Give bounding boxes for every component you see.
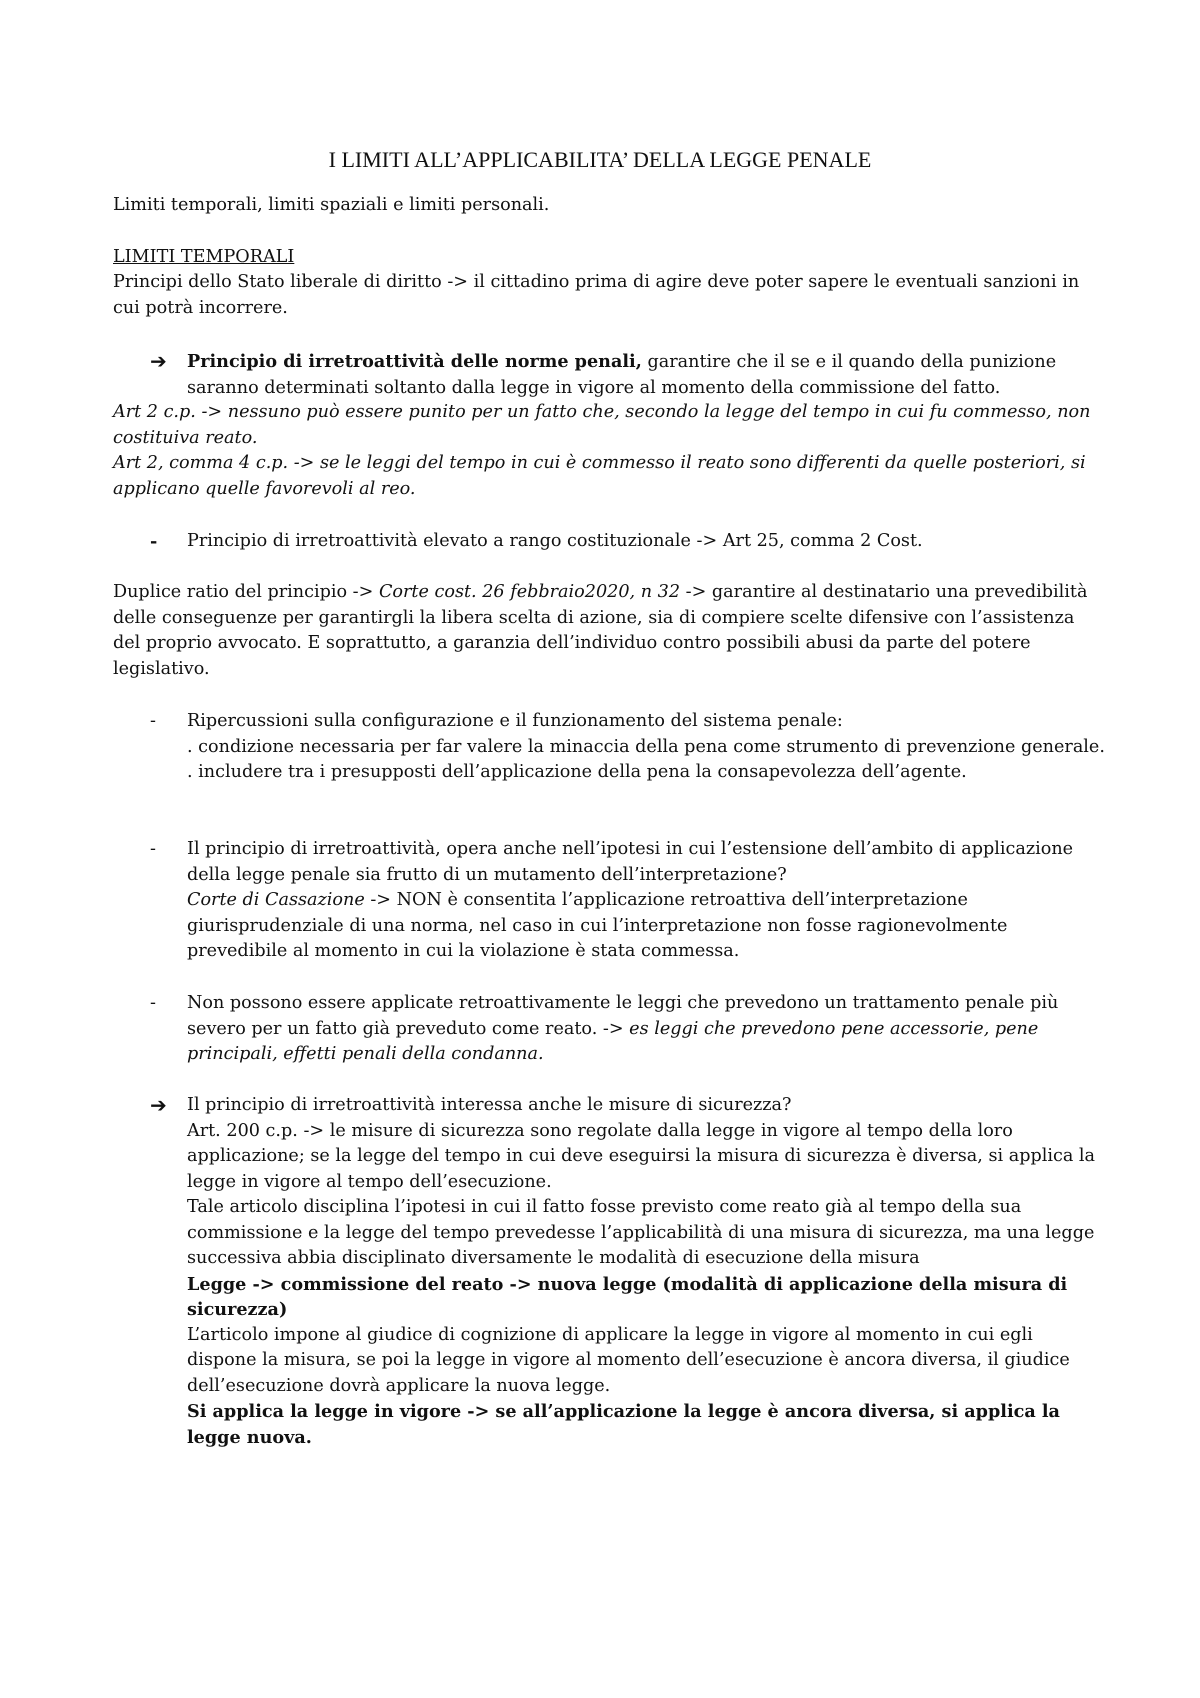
non-retroattive-examples: es leggi che prevedono pene accessorie, pene principali, effetti penali della condanna. xyxy=(187,1018,1039,1064)
paragraph-duplice-ratio xyxy=(113,580,1103,682)
legge-label: Legge -> xyxy=(187,1273,281,1295)
item-mutamento-interpretazione xyxy=(187,837,1107,965)
page-title: I LIMITI ALL’APPLICABILITA’ DELLA LEGGE PENALE xyxy=(328,147,872,172)
art2-comma4-text: Art 2, comma 4 c.p. -> se le leggi del tempo in cui è commesso il reato sono differenti da quelle posteriori, si applicano quelle favorevoli al reo. xyxy=(113,453,1086,499)
intro-text: Limiti temporali, limiti spaziali e limiti personali. xyxy=(113,195,550,215)
duplice-text-c: -> garantire al destinatario una prevedibilità delle conseguenze per garantirgli la libera scelta di azione, sia di compiere scelte difensive con l’assistenza del proprio avvocato. E soprattutto, a garanzia dell’individuo contro possibili abusi da parte del potere legislativo. xyxy=(113,582,1088,679)
item-irretroattivita-text: garantire che il se e il quando della punizione saranno determinati soltanto dalla legge in vigore al momento della commissione del fatto. xyxy=(187,352,1057,398)
duplice-text-a: Duplice ratio del principio -> xyxy=(113,582,379,602)
si-applica-text: Si applica la legge in vigore -> se all’applicazione la legge è ancora diversa, si applica la legge nuova. xyxy=(187,1401,1060,1448)
ripercussioni-line2: . condizione necessaria per far valere la minaccia della pena come strumento di prevenzione generale. xyxy=(187,736,1105,757)
item-irretroattivita xyxy=(187,349,1107,401)
cassazione-text xyxy=(187,888,1107,965)
legge-flow-text xyxy=(187,1272,1107,1323)
arrow-bullet-icon: ➔ xyxy=(150,1093,167,1117)
item-rango-costituzionale: Principio di irretroattività elevato a rango costituzionale -> Art 25, comma 2 Cost. xyxy=(187,531,923,551)
art200-text: Art. 200 c.p. -> le misure di sicurezza sono regolate dalla legge in vigore al tempo della loro applicazione; se la legge del tempo in cui deve eseguirsi la misura di sicurezza è diversa, si applica la legge in vigore al tempo dell’esecuzione. xyxy=(187,1120,1096,1192)
dash-bullet-icon: - xyxy=(150,711,156,731)
misure-question: Il principio di irretroattività interessa anche le misure di sicurezza? xyxy=(187,1095,792,1115)
cassazione-body: -> NON è consentita l’applicazione retroattiva dell’interpretazione giurisprudenziale di una norma, nel caso in cui l’interpretazione non fosse ragionevolmente prevedibile al momento in cui la violazione è stata commessa. xyxy=(187,890,1008,961)
ripercussioni-line3: . includere tra i presupposti dell’applicazione della pena la consapevolezza dell’agente. xyxy=(187,762,967,782)
duplice-citation: Corte cost. 26 febbraio2020, n 32 xyxy=(378,582,681,602)
item-non-retroattive xyxy=(187,991,1107,1068)
section-heading: LIMITI TEMPORALI xyxy=(113,247,295,267)
cassazione-citation: Corte di Cassazione xyxy=(187,890,365,910)
art2-text: Art 2 c.p. -> nessuno può essere punito per un fatto che, secondo la legge del tempo in cui fu commesso, non costituiva reato. xyxy=(113,402,1091,448)
tale-articolo-text: Tale articolo disciplina l’ipotesi in cui il fatto fosse previsto come reato già al tempo della sua commissione e la legge del tempo prevedesse l’applicabilità di una misura di sicurezza, ma una legge successiva abbia disciplinato diversamente le modalità di esecuzione della misura xyxy=(187,1197,1095,1268)
dash-bullet-icon: - xyxy=(150,531,158,552)
articolo-impone-text: L’articolo impone al giudice di cognizione di applicare la legge in vigore al momento in cui egli dispone la misura, se poi la legge in vigore al momento dell’esecuzione è ancora diversa, il giudice dell’esecuzione dovrà applicare la nuova legge. xyxy=(187,1324,1070,1396)
paragraph-principi: Principi dello Stato liberale di diritto -> il cittadino prima di agire deve poter sapere le eventuali sanzioni in cui potrà incorrere. xyxy=(113,272,1080,318)
legge-flow: commissione del reato -> nuova legge (modalità di applicazione della misura di sicurezza) xyxy=(187,1273,1068,1320)
non-retroattive-text: Non possono essere applicate retroattivamente le leggi che prevedono un trattamento penale più severo per un fatto già preveduto come reato. -> xyxy=(187,993,1059,1039)
dash-bullet-icon: - xyxy=(150,839,156,859)
item-ripercussioni xyxy=(187,709,1107,786)
ripercussioni-line1: Ripercussioni sulla configurazione e il funzionamento del sistema penale: xyxy=(187,711,843,731)
arrow-bullet-icon: ➔ xyxy=(150,349,167,373)
item-misure-sicurezza xyxy=(187,1093,1107,1450)
dash-bullet-icon: - xyxy=(150,993,156,1013)
mutamento-question: Il principio di irretroattività, opera anche nell’ipotesi in cui l’estensione dell’ambito di applicazione della legge penale sia frutto di un mutamento dell’interpretazione? xyxy=(187,839,1074,885)
item-irretroattivita-bold: Principio di irretroattività delle norme penali, xyxy=(187,351,642,372)
